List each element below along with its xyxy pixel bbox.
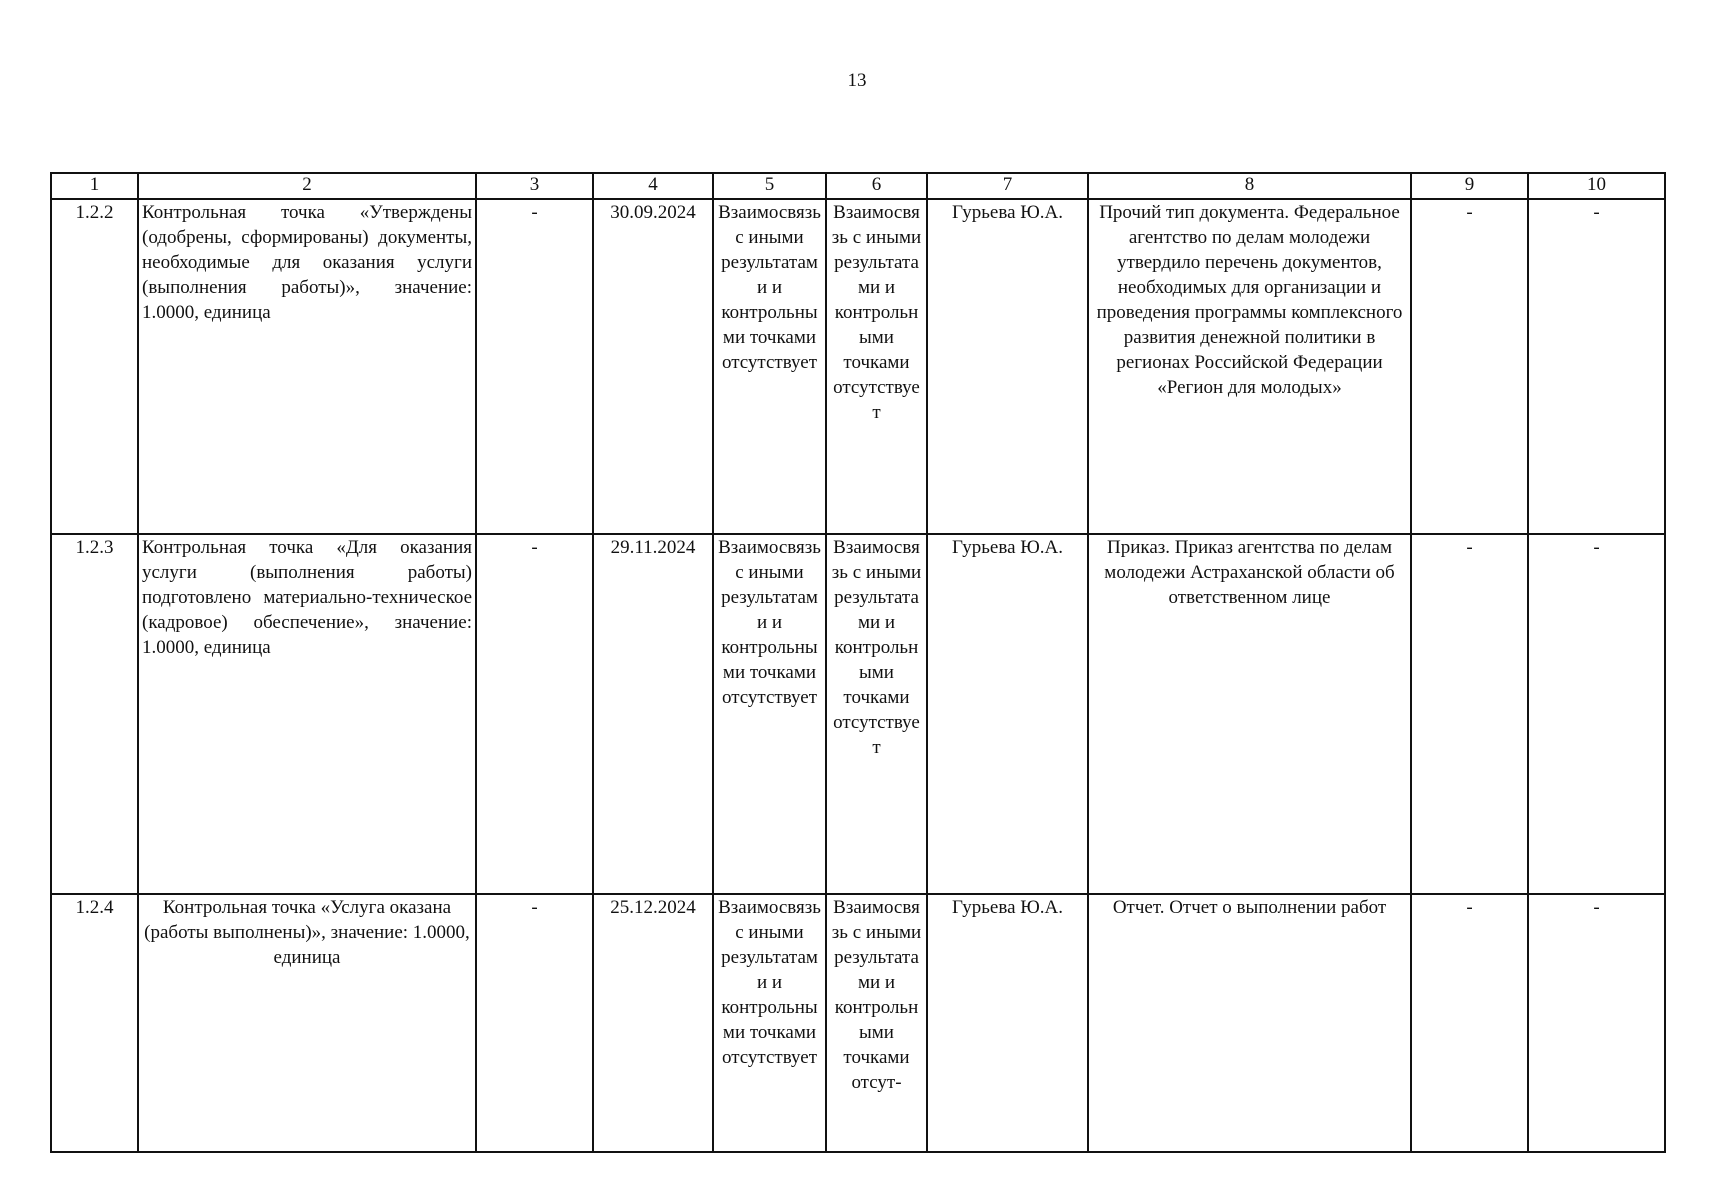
due-date: 30.09.2024: [593, 199, 713, 534]
responsible-person: Гурьева Ю.А.: [927, 199, 1088, 534]
responsible-person: Гурьева Ю.А.: [927, 534, 1088, 894]
header-cell: 2: [138, 173, 476, 199]
col9-value: -: [1411, 199, 1528, 534]
relation-col6: Взаимосвязь с иными результатами и контрольными точками отсутствует: [826, 199, 927, 534]
relation-col6: Взаимосвязь с иными результатами и контрольными точками отсутствует: [826, 534, 927, 894]
table-row: [51, 199, 1665, 534]
responsible-person: Гурьева Ю.А.: [927, 894, 1088, 1152]
header-cell: 7: [927, 173, 1088, 199]
header-cell: 8: [1088, 173, 1411, 199]
col3-value: -: [476, 534, 593, 894]
row-number: 1.2.2: [51, 199, 138, 534]
col9-value: -: [1411, 894, 1528, 1152]
document-description: Прочий тип документа. Федеральное агентство по делам молодежи утвердило перечень документов, необходимых для организации и проведения программы комплексного развития денежной политики в регионах Российской Федерации «Регион для молодых»: [1088, 199, 1411, 534]
table-row: [51, 534, 1665, 894]
header-cell: 4: [593, 173, 713, 199]
relation-col5: Взаимосвязь с иными результатами и контрольными точками отсутствует: [713, 199, 826, 534]
header-cell: 9: [1411, 173, 1528, 199]
relation-col5: Взаимосвязь с иными результатами и контрольными точками отсутствует: [713, 534, 826, 894]
relation-col5: Взаимосвязь с иными результатами и контрольными точками отсутствует: [713, 894, 826, 1152]
due-date: 29.11.2024: [593, 534, 713, 894]
relation-col6: Взаимосвязь с иными результатами и контрольными точками отсут-: [826, 894, 927, 1152]
document-description: Приказ. Приказ агентства по делам молодежи Астраханской области об ответственном лице: [1088, 534, 1411, 894]
document-description: Отчет. Отчет о выполнении работ: [1088, 894, 1411, 1152]
header-cell: 6: [826, 173, 927, 199]
col3-value: -: [476, 199, 593, 534]
col10-value: -: [1528, 894, 1665, 1152]
control-point-name: Контрольная точка «Для оказания услуги (выполнения работы) подготовлено материально-техническое (кадровое) обеспечение», значение: 1.0000, единица: [138, 534, 476, 894]
col10-value: -: [1528, 199, 1665, 534]
control-point-name: Контрольная точка «Утверждены (одобрены, сформированы) документы, необходимые для оказания услуги (выполнения работы)», значение: 1.0000, единица: [138, 199, 476, 534]
table-row: [51, 894, 1665, 1152]
row-number: 1.2.3: [51, 534, 138, 894]
table-header-row: [51, 173, 1665, 199]
control-point-name: Контрольная точка «Услуга оказана (работы выполнены)», значение: 1.0000, единица: [138, 894, 476, 1152]
row-number: 1.2.4: [51, 894, 138, 1152]
header-cell: 3: [476, 173, 593, 199]
header-cell: 1: [51, 173, 138, 199]
col10-value: -: [1528, 534, 1665, 894]
header-cell: 5: [713, 173, 826, 199]
page-number: 13: [847, 70, 867, 91]
due-date: 25.12.2024: [593, 894, 713, 1152]
col9-value: -: [1411, 534, 1528, 894]
control-points-table: [50, 172, 1666, 1153]
col3-value: -: [476, 894, 593, 1152]
header-cell: 10: [1528, 173, 1665, 199]
